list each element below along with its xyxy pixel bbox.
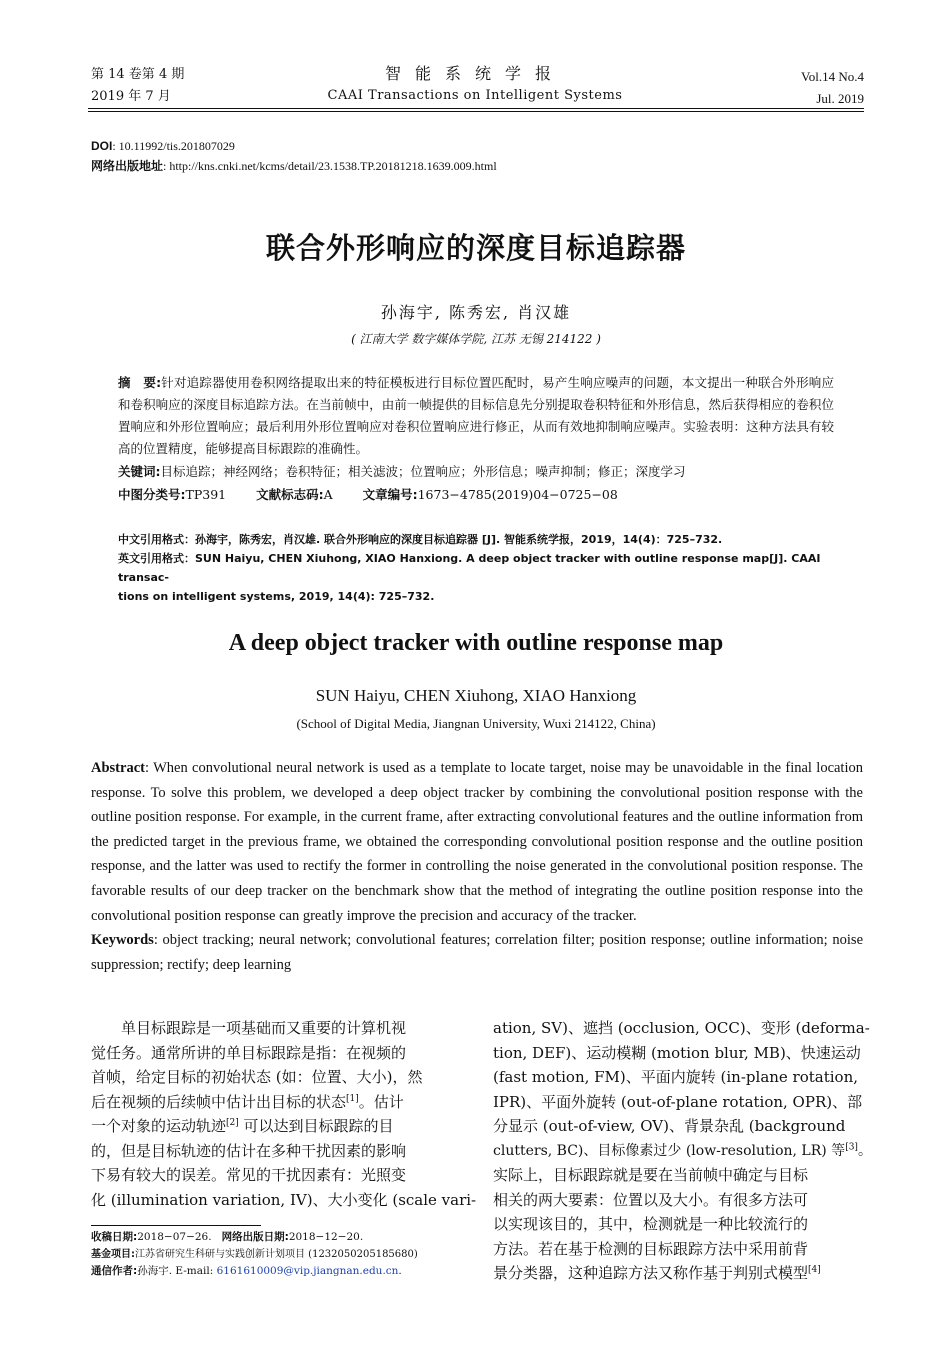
keywords-en-label: Keywords bbox=[91, 932, 154, 949]
doc-code bbox=[256, 487, 333, 502]
corresponding-author-label: 通信作者: bbox=[91, 1265, 138, 1277]
abstract-en-paragraph bbox=[91, 756, 863, 928]
issue-date: 2019 年 7 月 bbox=[91, 89, 171, 104]
journal-name-en: CAAI Transactions on Intelligent Systems bbox=[327, 88, 623, 103]
body-right-line: 方法。若在基于检测的目标跟踪方法中采用前背 bbox=[493, 1239, 809, 1258]
body-column-left bbox=[91, 1016, 477, 1212]
body-column-right bbox=[493, 1016, 872, 1286]
body-left-line: 觉任务。通常所讲的单目标跟踪是指：在视频的 bbox=[91, 1043, 407, 1062]
article-number-value: 1673−4785(2019)04−0725−08 bbox=[417, 487, 618, 502]
citation-block bbox=[118, 530, 834, 606]
fund-label: 基金项目: bbox=[91, 1249, 135, 1260]
paper-title-en: A deep object tracker with outline response map bbox=[228, 630, 724, 656]
abstract-cn-label: 摘 要: bbox=[118, 375, 162, 390]
issue-date-en: Jul. 2019 bbox=[816, 91, 864, 106]
volume-issue-en: Vol.14 No.4 bbox=[801, 69, 864, 84]
body-right-line: ation, SV)、遮挡 (occlusion, OCC)、变形 (deforma- bbox=[493, 1019, 870, 1037]
keywords-en bbox=[91, 928, 863, 977]
reference-marker[interactable]: [2] bbox=[226, 1118, 239, 1128]
body-text: 可以达到目标跟踪的目 bbox=[238, 1117, 394, 1135]
classification-line bbox=[118, 484, 834, 506]
body-right-line: 分显示 (out-of-view, OV)、背景杂乱 (background bbox=[493, 1117, 846, 1135]
doi-line bbox=[91, 136, 497, 156]
article-number bbox=[363, 487, 618, 502]
body-left-line: 化 (illumination variation, IV)、大小变化 (scale vari- bbox=[91, 1190, 477, 1209]
issue-info bbox=[91, 64, 291, 108]
body-text: 。估计 bbox=[358, 1092, 404, 1111]
doi-label: DOI bbox=[91, 139, 113, 153]
reference-marker[interactable]: [3] bbox=[845, 1141, 858, 1152]
doi-block bbox=[91, 136, 497, 176]
reference-marker[interactable]: [1] bbox=[346, 1093, 359, 1104]
dates-line bbox=[91, 1229, 461, 1246]
abstract-cn bbox=[118, 372, 834, 460]
body-text: clutters, BC)、目标像素过少 (low-resolution, LR) 等 bbox=[493, 1142, 846, 1159]
reference-marker[interactable]: [4] bbox=[808, 1265, 821, 1275]
email-end: . bbox=[398, 1265, 402, 1277]
affiliation-en: (School of Digital Media, Jiangnan University, Wuxi 214122, China) bbox=[296, 716, 656, 731]
journal-name-cn: 智能系统学报 bbox=[384, 64, 565, 83]
body-right-line: 以实现该目的，其中，检测就是一种比较流行的 bbox=[493, 1215, 809, 1233]
body-right-line: 实际上，目标跟踪就是要在当前帧中确定与目标 bbox=[493, 1166, 809, 1184]
article-number-label: 文章编号: bbox=[362, 487, 418, 502]
corresponding-author-value: 孙海宇. E-mail: bbox=[137, 1265, 217, 1277]
body-left-line: 单目标跟踪是一项基础而又重要的计算机视 bbox=[121, 1019, 407, 1037]
doc-code-label: 文献标志码: bbox=[256, 487, 324, 502]
body-right-line: 相关的两大要素：位置以及大小。有很多方法可 bbox=[493, 1190, 809, 1209]
url-label: 网络出版地址 bbox=[91, 159, 164, 173]
issue-info-en bbox=[700, 66, 864, 110]
authors-en: SUN Haiyu, CHEN Xiuhong, XIAO Hanxiong bbox=[315, 686, 637, 705]
footnotes bbox=[91, 1229, 461, 1280]
body-left-line: 的，但是目标轨迹的估计在多种干扰因素的影响 bbox=[91, 1141, 407, 1160]
citation-cn: 中文引用格式：孙海宇，陈秀宏，肖汉雄. 联合外形响应的深度目标追踪器 [J]. 智能系统学报，2019，14(4)：725–732. bbox=[118, 533, 723, 546]
body-text: 景分类器，这种追踪方法又称作基于判别式模型 bbox=[493, 1264, 809, 1282]
body-right-line bbox=[493, 1261, 863, 1286]
body-text: 一个对象的运动轨迹 bbox=[91, 1117, 227, 1135]
fund-value: 江苏省研究生科研与实践创新计划项目 (1232050205185680) bbox=[135, 1249, 418, 1260]
body-text: 。 bbox=[857, 1142, 872, 1159]
url-value[interactable]: : http://kns.cnki.net/kcms/detail/23.1538.TP.20181218.1639.009.html bbox=[163, 159, 497, 173]
clc-label: 中图分类号: bbox=[118, 487, 186, 502]
keywords-cn-label: 关键词: bbox=[118, 464, 161, 479]
doc-code-value: A bbox=[323, 487, 333, 502]
online-label: 网络出版日期: bbox=[221, 1231, 289, 1243]
authors-cn: 孙海宇, 陈秀宏, 肖汉雄 bbox=[380, 303, 572, 322]
keywords-en-text: : object tracking; neural network; convolutional features; correlation filter; position response; outline information; noise suppression; rectify; deep learning bbox=[91, 932, 863, 973]
paper-title-cn: 联合外形响应的深度目标追踪器 bbox=[265, 231, 686, 265]
body-text: 后在视频的后续帧中估计出目标的状态 bbox=[91, 1092, 347, 1111]
body-left-line bbox=[91, 1090, 459, 1115]
body-right-line: tion, DEF)、运动模糊 (motion blur, MB)、快速运动 bbox=[493, 1043, 861, 1062]
body-left-line bbox=[91, 1114, 459, 1139]
footnote-rule bbox=[91, 1225, 261, 1226]
volume-issue: 第 14 卷第 4 期 bbox=[91, 67, 185, 82]
abstract-en-label: Abstract bbox=[91, 760, 145, 776]
header-rule bbox=[88, 108, 864, 109]
fund-line bbox=[91, 1246, 461, 1263]
email-link[interactable]: 6161610009@vip.jiangnan.edu.cn bbox=[216, 1265, 399, 1277]
body-left-line: 下易有较大的误差。常见的干扰因素有：光照变 bbox=[91, 1166, 407, 1184]
keywords-cn-text: 目标追踪；神经网络；卷积特征；相关滤波；位置响应；外形信息；噪声抑制；修正；深度学习 bbox=[160, 464, 686, 479]
body-left-line: 首帧，给定目标的初始状态 (如：位置、大小)，然 bbox=[91, 1068, 423, 1086]
author-line bbox=[91, 1263, 461, 1280]
header-rule-2 bbox=[88, 111, 864, 112]
received-value: 2018−07−26. bbox=[137, 1231, 212, 1243]
online-value: 2018−12−20. bbox=[288, 1231, 364, 1243]
clc bbox=[118, 487, 226, 502]
citation-en-line1: 英文引用格式：SUN Haiyu, CHEN Xiuhong, XIAO Hanxiong. A deep object tracker with outline response map[J]. CAAI transac- bbox=[118, 552, 821, 584]
body-right-line: (fast motion, FM)、平面内旋转 (in-plane rotation, bbox=[493, 1068, 859, 1086]
body-right-line bbox=[493, 1139, 872, 1164]
received-label: 收稿日期: bbox=[91, 1231, 138, 1243]
affiliation-cn: ( 江南大学 数字媒体学院, 江苏 无锡 214122 ) bbox=[351, 332, 601, 346]
citation-en-line2: tions on intelligent systems, 2019, 14(4): 725–732. bbox=[118, 590, 435, 603]
abstract-en-text: : When convolutional neural network is used as a template to locate target, noise may be unavoidable in the final location response. To solve this problem, we developed a deep object tracker by combining the convolutional position response with the outline position response. For example, in the current frame, after extracting convolutional features and the outline information from the predicted target in the previous frame, we obtained the corresponding convolutional position response and the outline position response, and the latter was used to rectify the former in controlling the noise generated in the convolutional position response. The favorable results of our deep tracker on the benchmark show that the method of integrating the outline position response into the convolutional position response can greatly improve the precision and accuracy of the tracker. bbox=[91, 760, 863, 924]
abstract-cn-text: 针对追踪器使用卷积网络提取出来的特征模板进行目标位置匹配时，易产生响应噪声的问题，本文提出一种联合外形响应和卷积响应的深度目标追踪方法。在当前帧中，由前一帧提供的目标信息先分别提取卷积特征和外形信息，然后获得相应的卷积位置响应和外形位置响应；最后利用外形位置响应对卷积位置响应进行修正，从而有效地抑制响应噪声。实验表明：这种方法具有较高的位置精度，能够提高目标跟踪的准确性。 bbox=[118, 375, 834, 456]
doi-value[interactable]: : 10.11992/tis.201807029 bbox=[112, 139, 235, 153]
clc-value: TP391 bbox=[185, 487, 227, 502]
keywords-cn bbox=[118, 461, 834, 483]
abstract-en bbox=[91, 756, 863, 977]
url-line bbox=[91, 156, 497, 176]
body-right-line: IPR)、平面外旋转 (out-of-plane rotation, OPR)、部 bbox=[493, 1092, 863, 1111]
journal-name bbox=[300, 62, 650, 106]
